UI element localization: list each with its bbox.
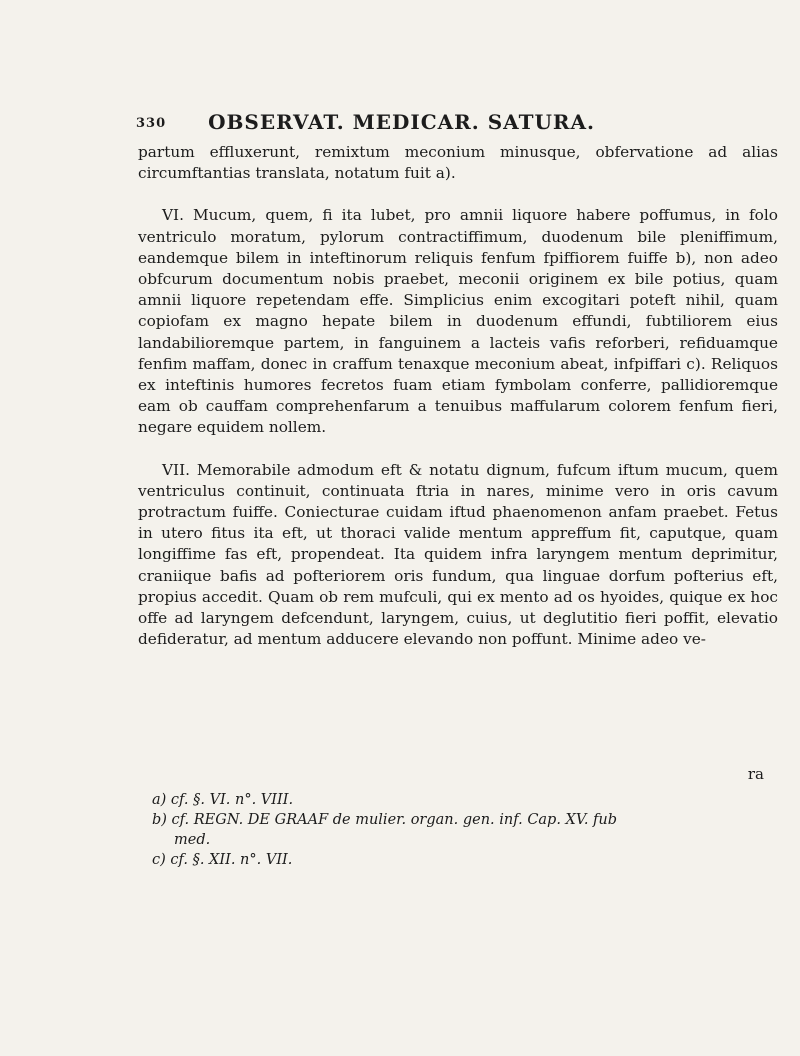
main-text <box>138 142 778 671</box>
running-header <box>136 110 776 134</box>
catchword: ra <box>747 765 764 783</box>
footnotes <box>152 790 772 870</box>
paragraph-vii: VII. Memorabile admodum eft & notatu dignum, fufcum iftum mucum, quem ventriculus continuit, continuata ftria in nares, minime vero in oris cavum protractum fuiffe. Coniecturae cuidam iftud phaenomenon anfam praebet. Fetus in utero fitus ita eft, ut thoraci valide mentum appreffum fit, caputque, quam longiffime fas eft, propendeat. Ita quidem infra laryngem mentum deprimitur, craniique bafis ad pofteriorem oris fundum, qua linguae dorfum pofterius eft, propius accedit. Quam ob rem mufculi, qui ex mento ad os hyoides, quique ex hoc offe ad laryngem defcendunt, laryngem, cuius, ut deglutitio fieri poffit, elevatio defideratur, ad mentum adducere elevando non poffunt. Minime adeo ve- <box>138 460 778 649</box>
footnote-a: a) cf. §. VI. n°. VIII. <box>152 792 294 808</box>
paragraph-vi: VI. Mucum, quem, fi ita lubet, pro amnii liquore habere poffumus, in folo ventriculo moratum, pylorum contractiffimum, duodenum bile pleniffimum, eandemque bilem in inteftinorum reliquis fenfum fpiffiorem fuiffe b), non adeo obfcurum documentum nobis praebet, meconii originem ex bile potius, quam amnii liquore repetendam effe. Simplicius enim excogitari poteft nihil, quam copiofam ex magno hepate bilem in duodenum effundi, fubtiliorem eius landabilioremque partem, in fanguinem a lacteis vafis reforberi, refiduamque fenfim maffam, donec in craffum tenaxque meconium abeat, infpiffari c). Reliquos ex inteftinis humores fecretos fuam etiam fymbolam conferre, pallidioremque eam ob cauffam comprehenfarum a tenuibus maffularum colorem fenfum fieri, negare equidem nollem. <box>138 206 778 437</box>
paragraph-continuation: partum effluxerunt, remixtum meconium minusque, obfervatione ad alias circumftantias translata, notatum fuit a). <box>138 143 778 183</box>
footnote-b: b) cf. REGN. DE GRAAF de mulier. organ. gen. inf. Cap. XV. fub <box>152 812 618 828</box>
footnote-c: c) cf. §. XII. n°. VII. <box>152 852 293 868</box>
footnote-b-cont: med. <box>174 832 211 848</box>
page-number: 330 <box>136 116 167 131</box>
header-title: OBSERVAT. MEDICAR. SATURA. <box>208 110 596 134</box>
